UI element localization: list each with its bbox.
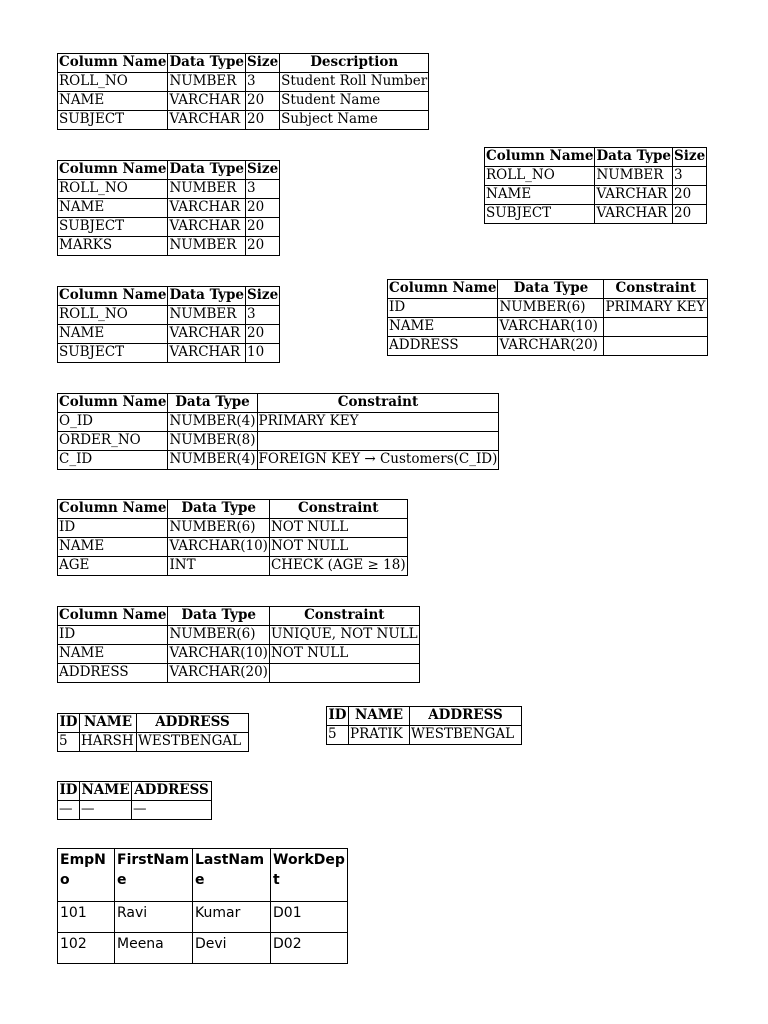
table-cell: NUMBER xyxy=(168,237,246,256)
table-cell: Student Roll Number xyxy=(280,73,429,92)
table-cell: 102 xyxy=(58,933,115,964)
table-cell: VARCHAR(10) xyxy=(498,318,604,337)
table-cell: 20 xyxy=(673,205,707,224)
table-cell: VARCHAR xyxy=(595,186,673,205)
table-row xyxy=(58,432,499,451)
table-cell: 20 xyxy=(246,218,280,237)
table-cell: PRIMARY KEY xyxy=(604,299,708,318)
column-header: ADDRESS xyxy=(410,707,522,726)
table-cell: VARCHAR xyxy=(168,344,246,363)
table-cell: NAME xyxy=(485,186,595,205)
table-cell xyxy=(257,432,499,451)
table-cell: — xyxy=(58,801,80,820)
record-table-harsh xyxy=(57,713,249,752)
column-header: Size xyxy=(673,148,707,167)
table-row xyxy=(58,237,280,256)
table-cell: NUMBER xyxy=(168,73,246,92)
table-header-row xyxy=(58,161,280,180)
table-header-row xyxy=(58,782,212,801)
column-header: Size xyxy=(246,54,280,73)
table-cell: ADDRESS xyxy=(388,337,498,356)
employee-table xyxy=(57,848,348,964)
column-header: WorkDept xyxy=(271,849,348,902)
table-cell: 20 xyxy=(673,186,707,205)
column-header: ID xyxy=(58,782,80,801)
table-cell: Subject Name xyxy=(280,111,429,130)
table-row xyxy=(58,538,408,557)
primary-key-table xyxy=(387,279,708,356)
table-cell: 101 xyxy=(58,902,115,933)
record-table-empty xyxy=(57,781,212,820)
table-cell: VARCHAR xyxy=(595,205,673,224)
table-header-row xyxy=(58,607,420,626)
table-cell: NUMBER(6) xyxy=(498,299,604,318)
column-header: Constraint xyxy=(604,280,708,299)
column-header: ADDRESS xyxy=(132,782,212,801)
table-cell: 3 xyxy=(246,73,280,92)
table-row xyxy=(485,186,707,205)
column-header: Size xyxy=(246,161,280,180)
column-header: Data Type xyxy=(168,54,246,73)
table-row xyxy=(58,733,249,752)
table-cell: VARCHAR(10) xyxy=(168,538,269,557)
table-cell: O_ID xyxy=(58,413,168,432)
table-cell: SUBJECT xyxy=(58,344,168,363)
column-header: Column Name xyxy=(58,161,168,180)
column-header: Description xyxy=(280,54,429,73)
column-header: Column Name xyxy=(388,280,498,299)
table-cell: NAME xyxy=(58,538,168,557)
column-header: Size xyxy=(246,287,280,306)
table-row xyxy=(58,557,408,576)
table-cell: 10 xyxy=(246,344,280,363)
table-cell: NOT NULL xyxy=(269,519,407,538)
student-table-right xyxy=(484,147,707,224)
table-cell: 20 xyxy=(246,237,280,256)
table-cell: VARCHAR xyxy=(168,218,246,237)
table-header-row xyxy=(327,707,522,726)
table-cell: NUMBER xyxy=(168,306,246,325)
table-header-row xyxy=(58,394,499,413)
table-cell: VARCHAR xyxy=(168,92,246,111)
table-header-row xyxy=(388,280,708,299)
table-cell: VARCHAR(20) xyxy=(168,664,269,683)
table-cell: VARCHAR(20) xyxy=(498,337,604,356)
column-header: Column Name xyxy=(58,607,168,626)
table-row xyxy=(58,180,280,199)
table-row xyxy=(58,73,429,92)
table-cell: NUMBER(4) xyxy=(168,451,257,470)
table-cell: — xyxy=(80,801,132,820)
table-header-row xyxy=(58,714,249,733)
table-cell: NOT NULL xyxy=(269,538,407,557)
table-row xyxy=(58,344,280,363)
column-header: Data Type xyxy=(595,148,673,167)
table-header-row xyxy=(58,500,408,519)
table-cell: NUMBER(6) xyxy=(168,626,269,645)
table-cell: ROLL_NO xyxy=(58,73,168,92)
table-cell: ID xyxy=(58,626,168,645)
table-cell: ROLL_NO xyxy=(58,306,168,325)
table-cell: Ravi xyxy=(115,902,193,933)
table-cell: 5 xyxy=(58,733,80,752)
table-cell: NAME xyxy=(58,199,168,218)
table-cell: 20 xyxy=(246,325,280,344)
table-cell: ROLL_NO xyxy=(485,167,595,186)
table-cell: VARCHAR xyxy=(168,325,246,344)
table-cell: 3 xyxy=(673,167,707,186)
table-cell: Student Name xyxy=(280,92,429,111)
student-table-modified xyxy=(57,286,280,363)
student-description-table xyxy=(57,53,429,130)
table-row xyxy=(388,299,708,318)
table-cell: UNIQUE, NOT NULL xyxy=(269,626,419,645)
student-marks-table xyxy=(57,160,280,256)
table-cell: ID xyxy=(58,519,168,538)
check-constraint-table xyxy=(57,499,408,576)
table-cell: PRIMARY KEY xyxy=(257,413,499,432)
table-cell: MARKS xyxy=(58,237,168,256)
column-header: NAME xyxy=(80,782,132,801)
table-cell: NUMBER(4) xyxy=(168,413,257,432)
column-header: FirstName xyxy=(115,849,193,902)
table-header-row xyxy=(58,849,348,902)
table-row xyxy=(485,167,707,186)
table-cell: NOT NULL xyxy=(269,645,419,664)
table-cell xyxy=(269,664,419,683)
table-cell xyxy=(604,337,708,356)
table-header-row xyxy=(485,148,707,167)
table-row xyxy=(327,726,522,745)
table-cell: NAME xyxy=(58,325,168,344)
table-row xyxy=(388,318,708,337)
column-header: Column Name xyxy=(485,148,595,167)
table-cell: NUMBER(6) xyxy=(168,519,269,538)
table-cell: 3 xyxy=(246,180,280,199)
column-header: Constraint xyxy=(269,607,419,626)
table-row xyxy=(58,413,499,432)
table-row xyxy=(58,111,429,130)
table-cell: ID xyxy=(388,299,498,318)
column-header: Column Name xyxy=(58,394,168,413)
table-cell: VARCHAR xyxy=(168,199,246,218)
table-row xyxy=(58,645,420,664)
table-cell: Kumar xyxy=(193,902,271,933)
column-header: Constraint xyxy=(257,394,499,413)
table-cell: ROLL_NO xyxy=(58,180,168,199)
table-cell: PRATIK xyxy=(349,726,410,745)
table-row xyxy=(58,626,420,645)
column-header: ID xyxy=(58,714,80,733)
table-cell: ADDRESS xyxy=(58,664,168,683)
column-header: Column Name xyxy=(58,500,168,519)
table-cell: 3 xyxy=(246,306,280,325)
table-cell: NAME xyxy=(58,645,168,664)
table-cell: D01 xyxy=(271,902,348,933)
table-cell: AGE xyxy=(58,557,168,576)
table-row xyxy=(58,451,499,470)
column-header: Column Name xyxy=(58,54,168,73)
table-cell: NUMBER xyxy=(168,180,246,199)
table-cell: VARCHAR xyxy=(168,111,246,130)
column-header: Data Type xyxy=(168,500,269,519)
column-header: ID xyxy=(327,707,349,726)
column-header: ADDRESS xyxy=(137,714,249,733)
table-row xyxy=(58,199,280,218)
table-cell: 20 xyxy=(246,199,280,218)
table-row xyxy=(58,306,280,325)
table-cell: C_ID xyxy=(58,451,168,470)
table-cell: CHECK (AGE ≥ 18) xyxy=(269,557,407,576)
table-cell xyxy=(604,318,708,337)
table-cell: NUMBER(8) xyxy=(168,432,257,451)
column-header: EmpNo xyxy=(58,849,115,902)
table-cell: Devi xyxy=(193,933,271,964)
table-cell: HARSH xyxy=(80,733,137,752)
table-row xyxy=(58,92,429,111)
column-header: Data Type xyxy=(168,394,257,413)
table-row xyxy=(58,519,408,538)
column-header: Data Type xyxy=(168,607,269,626)
table-cell: NAME xyxy=(388,318,498,337)
table-cell: NAME xyxy=(58,92,168,111)
table-row xyxy=(58,933,348,964)
table-cell: NUMBER xyxy=(595,167,673,186)
table-cell: ORDER_NO xyxy=(58,432,168,451)
table-cell: — xyxy=(132,801,212,820)
table-cell: Meena xyxy=(115,933,193,964)
table-cell: INT xyxy=(168,557,269,576)
column-header: Constraint xyxy=(269,500,407,519)
orders-foreign-key-table xyxy=(57,393,499,470)
column-header: NAME xyxy=(349,707,410,726)
column-header: NAME xyxy=(80,714,137,733)
table-row xyxy=(58,664,420,683)
table-row xyxy=(58,325,280,344)
record-table-pratik xyxy=(326,706,522,745)
table-cell: 5 xyxy=(327,726,349,745)
table-row xyxy=(58,218,280,237)
column-header: Column Name xyxy=(58,287,168,306)
column-header: Data Type xyxy=(168,287,246,306)
table-cell: SUBJECT xyxy=(58,111,168,130)
column-header: Data Type xyxy=(168,161,246,180)
table-cell: D02 xyxy=(271,933,348,964)
table-header-row xyxy=(58,287,280,306)
table-cell: WESTBENGAL xyxy=(137,733,249,752)
table-row xyxy=(58,801,212,820)
table-cell: WESTBENGAL xyxy=(410,726,522,745)
table-cell: SUBJECT xyxy=(485,205,595,224)
table-cell: SUBJECT xyxy=(58,218,168,237)
table-row xyxy=(58,902,348,933)
table-row xyxy=(388,337,708,356)
table-row xyxy=(485,205,707,224)
column-header: Data Type xyxy=(498,280,604,299)
table-header-row xyxy=(58,54,429,73)
unique-constraint-table xyxy=(57,606,420,683)
table-cell: FOREIGN KEY → Customers(C_ID) xyxy=(257,451,499,470)
table-cell: 20 xyxy=(246,111,280,130)
table-cell: 20 xyxy=(246,92,280,111)
column-header: LastName xyxy=(193,849,271,902)
table-cell: VARCHAR(10) xyxy=(168,645,269,664)
